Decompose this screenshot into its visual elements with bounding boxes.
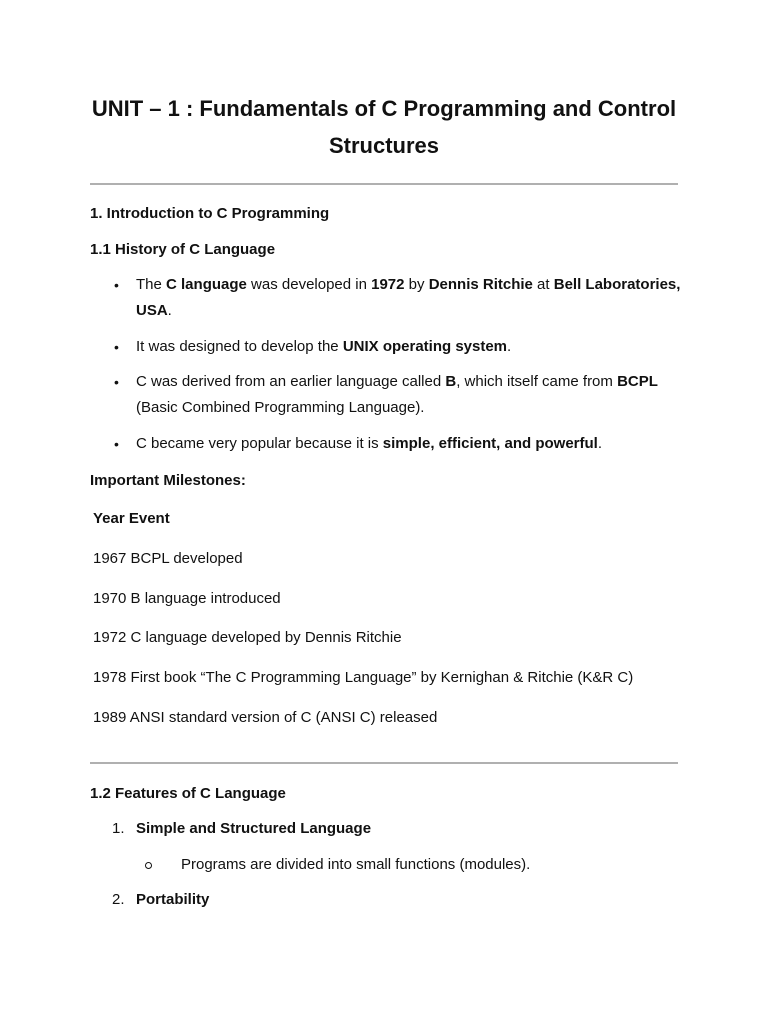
features-heading: 1.2 Features of C Language	[90, 785, 286, 802]
milestones-table-header: Year Event	[93, 510, 170, 527]
bold-text: B	[445, 373, 457, 390]
bullet-icon: •	[114, 374, 119, 390]
milestones-heading: Important Milestones:	[90, 472, 246, 489]
bullet-item	[114, 431, 696, 457]
text: .	[167, 302, 172, 319]
feature-item	[112, 818, 372, 840]
milestone-row: 1970 B language introduced	[93, 590, 281, 607]
bullet-icon: •	[114, 339, 119, 355]
section-heading: 1. Introduction to C Programming	[90, 205, 330, 222]
text: C was derived from an earlier language called	[136, 373, 446, 390]
text: , which itself came from	[456, 373, 618, 390]
milestone-row: 1989 ANSI standard version of C (ANSI C) released	[93, 709, 438, 726]
milestone-row: 1967 BCPL developed	[93, 550, 243, 567]
circle-bullet-icon	[145, 862, 152, 869]
history-heading: 1.1 History of C Language	[90, 241, 276, 258]
bold-text: 1972	[371, 276, 405, 293]
bold-text: UNIX operating system	[342, 338, 508, 355]
feature-item	[112, 889, 210, 911]
bullet-item	[114, 369, 696, 421]
bullet-icon: •	[114, 277, 119, 293]
bullet-item	[114, 334, 696, 360]
bold-text: BCPL	[617, 373, 658, 390]
text: by	[404, 276, 429, 293]
page-title: UNIT – 1 : Fundamentals of C Programming and Control Structures	[91, 96, 677, 158]
list-number: 2.	[112, 891, 125, 908]
text: (Basic Combined Programming Language).	[136, 399, 425, 416]
text: C became very popular because it is	[136, 435, 383, 452]
text: .	[597, 435, 603, 452]
bold-text: Bell Laboratories, USA	[136, 276, 681, 319]
divider	[90, 762, 678, 764]
milestone-row: 1978 First book “The C Programming Language” by Kernighan & Ritchie (K&R C)	[93, 669, 634, 686]
feature-label: Portability	[136, 891, 210, 908]
text: at	[532, 276, 554, 293]
bold-text: C language	[166, 276, 247, 293]
text: The	[136, 276, 167, 293]
sub-bullet-item	[181, 854, 530, 876]
bullet-item	[114, 272, 696, 324]
text: was developed in	[246, 276, 372, 293]
bullet-icon: •	[114, 436, 119, 452]
text: .	[507, 338, 512, 355]
milestone-row: 1972 C language developed by Dennis Ritchie	[93, 629, 402, 646]
bold-text: Dennis Ritchie	[428, 276, 533, 293]
divider	[90, 183, 678, 185]
feature-label: Simple and Structured Language	[136, 820, 372, 837]
text: It was designed to develop the	[136, 338, 343, 355]
bold-text: simple, efficient, and powerful	[382, 435, 598, 452]
list-number: 1.	[112, 820, 125, 837]
text: Programs are divided into small functions (modules).	[181, 856, 531, 873]
